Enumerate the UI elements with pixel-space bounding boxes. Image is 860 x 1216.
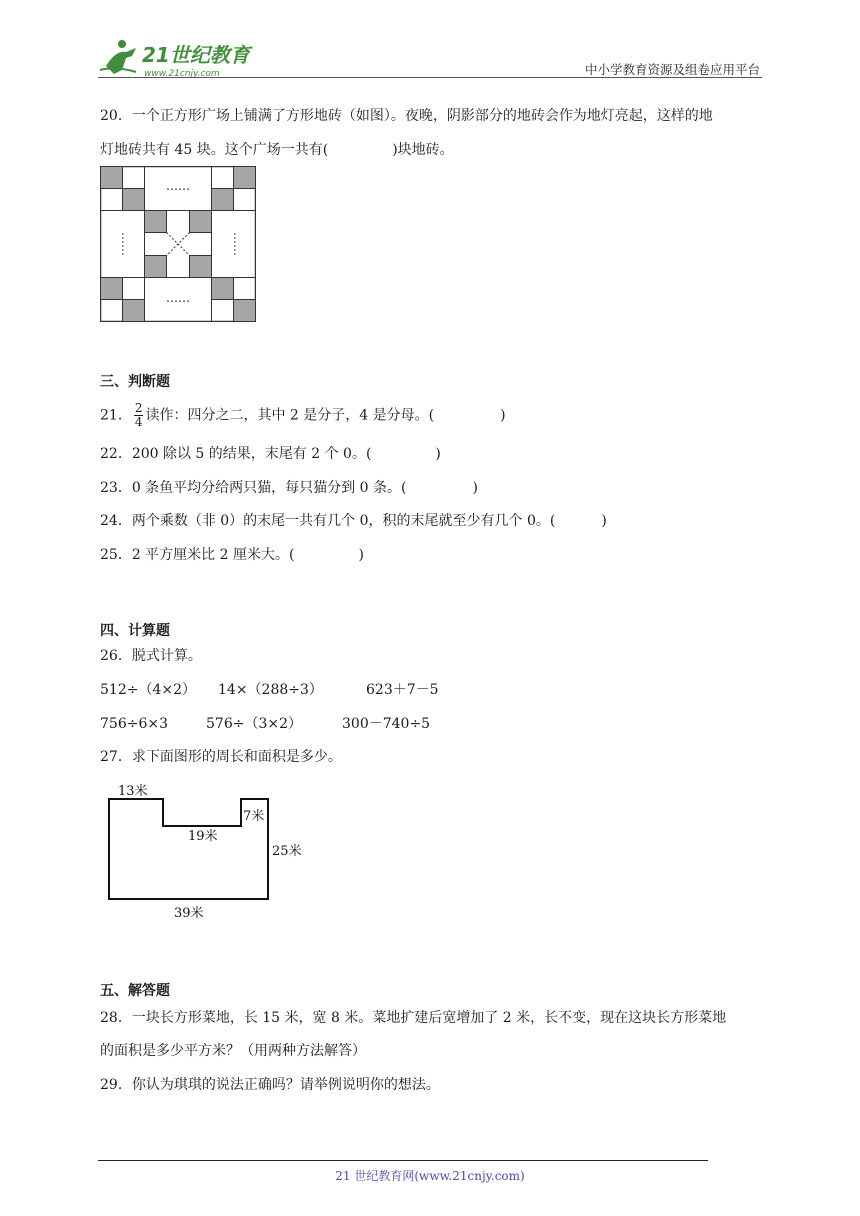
q26-expr-1: 512÷（4×2） xyxy=(100,682,196,698)
runner-icon xyxy=(100,40,136,74)
q21 xyxy=(100,402,506,429)
label-13m: 13米 xyxy=(118,784,148,799)
q21-text: 读作：四分之二，其中 2 是分子，4 是分母。( xyxy=(145,407,435,424)
q20-line2 xyxy=(100,140,454,160)
footer-divider xyxy=(98,1160,708,1161)
q21-prefix: 21． xyxy=(100,407,132,424)
q23-text: 23．0 条鱼平均分给两只猫，每只猫分到 0 条。( xyxy=(100,480,407,496)
section-3-title: 三、判断题 xyxy=(100,374,170,390)
q23 xyxy=(100,478,478,498)
q25-text: 25．2 平方厘米比 2 厘米大。( xyxy=(100,547,295,563)
q25-close: ) xyxy=(358,547,364,563)
q23-close: ) xyxy=(472,480,478,496)
logo-url: www.21cnjy.com xyxy=(144,69,220,79)
label-39m: 39米 xyxy=(174,906,204,921)
label-19m: 19米 xyxy=(188,829,218,844)
dots-top: …… xyxy=(166,179,190,193)
notched-rectangle-figure xyxy=(100,776,320,926)
dots-bottom: …… xyxy=(166,291,190,305)
q20-text-a: 灯地砖共有 45 块。这个广场一共有( xyxy=(100,142,329,158)
q28-line1: 28．一块长方形菜地，长 15 米，宽 8 米。菜地扩建后宽增加了 2 米，长不变，现在这块长方形菜地 xyxy=(100,1010,727,1026)
label-7m: 7米 xyxy=(243,809,265,824)
q21-close: ) xyxy=(500,407,506,424)
section-4-title: 四、计算题 xyxy=(100,623,170,639)
q24-close: ) xyxy=(601,513,607,529)
tile-square-figure xyxy=(100,166,256,322)
q22 xyxy=(100,444,441,464)
q20-line1: 20．一个正方形广场上铺满了方形地砖（如图）。夜晚，阴影部分的地砖会作为地灯亮起，这样的地 xyxy=(100,108,713,124)
dots-right: …… xyxy=(231,232,245,256)
q26-expr-3: 623＋7－5 xyxy=(366,682,439,698)
q26-expr-6: 300－740÷5 xyxy=(342,716,431,732)
label-25m: 25米 xyxy=(272,844,302,859)
platform-name: 中小学教育资源及组卷应用平台 xyxy=(584,62,760,77)
dots-left: …… xyxy=(119,232,133,256)
q20-text-b: )块地砖。 xyxy=(392,142,454,158)
fraction-2-4 xyxy=(134,402,144,429)
site-logo xyxy=(96,36,266,80)
q28-line2: 的面积是多少平方米？（用两种方法解答） xyxy=(100,1043,366,1059)
q22-text: 22．200 除以 5 的结果，末尾有 2 个 0。( xyxy=(100,446,372,462)
fraction-denominator: 4 xyxy=(134,415,143,429)
q24 xyxy=(100,511,607,531)
logo-text: 21世纪教育 xyxy=(142,43,250,67)
section-5-title: 五、解答题 xyxy=(100,983,170,999)
q27-title: 27．求下面图形的周长和面积是多少。 xyxy=(100,749,342,765)
q24-text: 24．两个乘数（非 0）的末尾一共有几个 0，积的末尾就至少有几个 0。( xyxy=(100,513,556,529)
q25 xyxy=(100,545,364,565)
q26-expr-2: 14×（288÷3） xyxy=(218,682,323,698)
q26-expr-5: 576÷（3×2） xyxy=(206,716,302,732)
q26-title: 26．脱式计算。 xyxy=(100,648,202,664)
q26-expr-4: 756÷6×3 xyxy=(100,716,168,732)
header-divider xyxy=(98,77,762,78)
fraction-numerator: 2 xyxy=(134,401,143,415)
q29-text: 29．你认为琪琪的说法正确吗？请举例说明你的想法。 xyxy=(100,1077,440,1093)
q22-close: ) xyxy=(435,446,441,462)
footer-link[interactable]: 21 世纪教育网(www.21cnjy.com) xyxy=(335,1169,525,1183)
